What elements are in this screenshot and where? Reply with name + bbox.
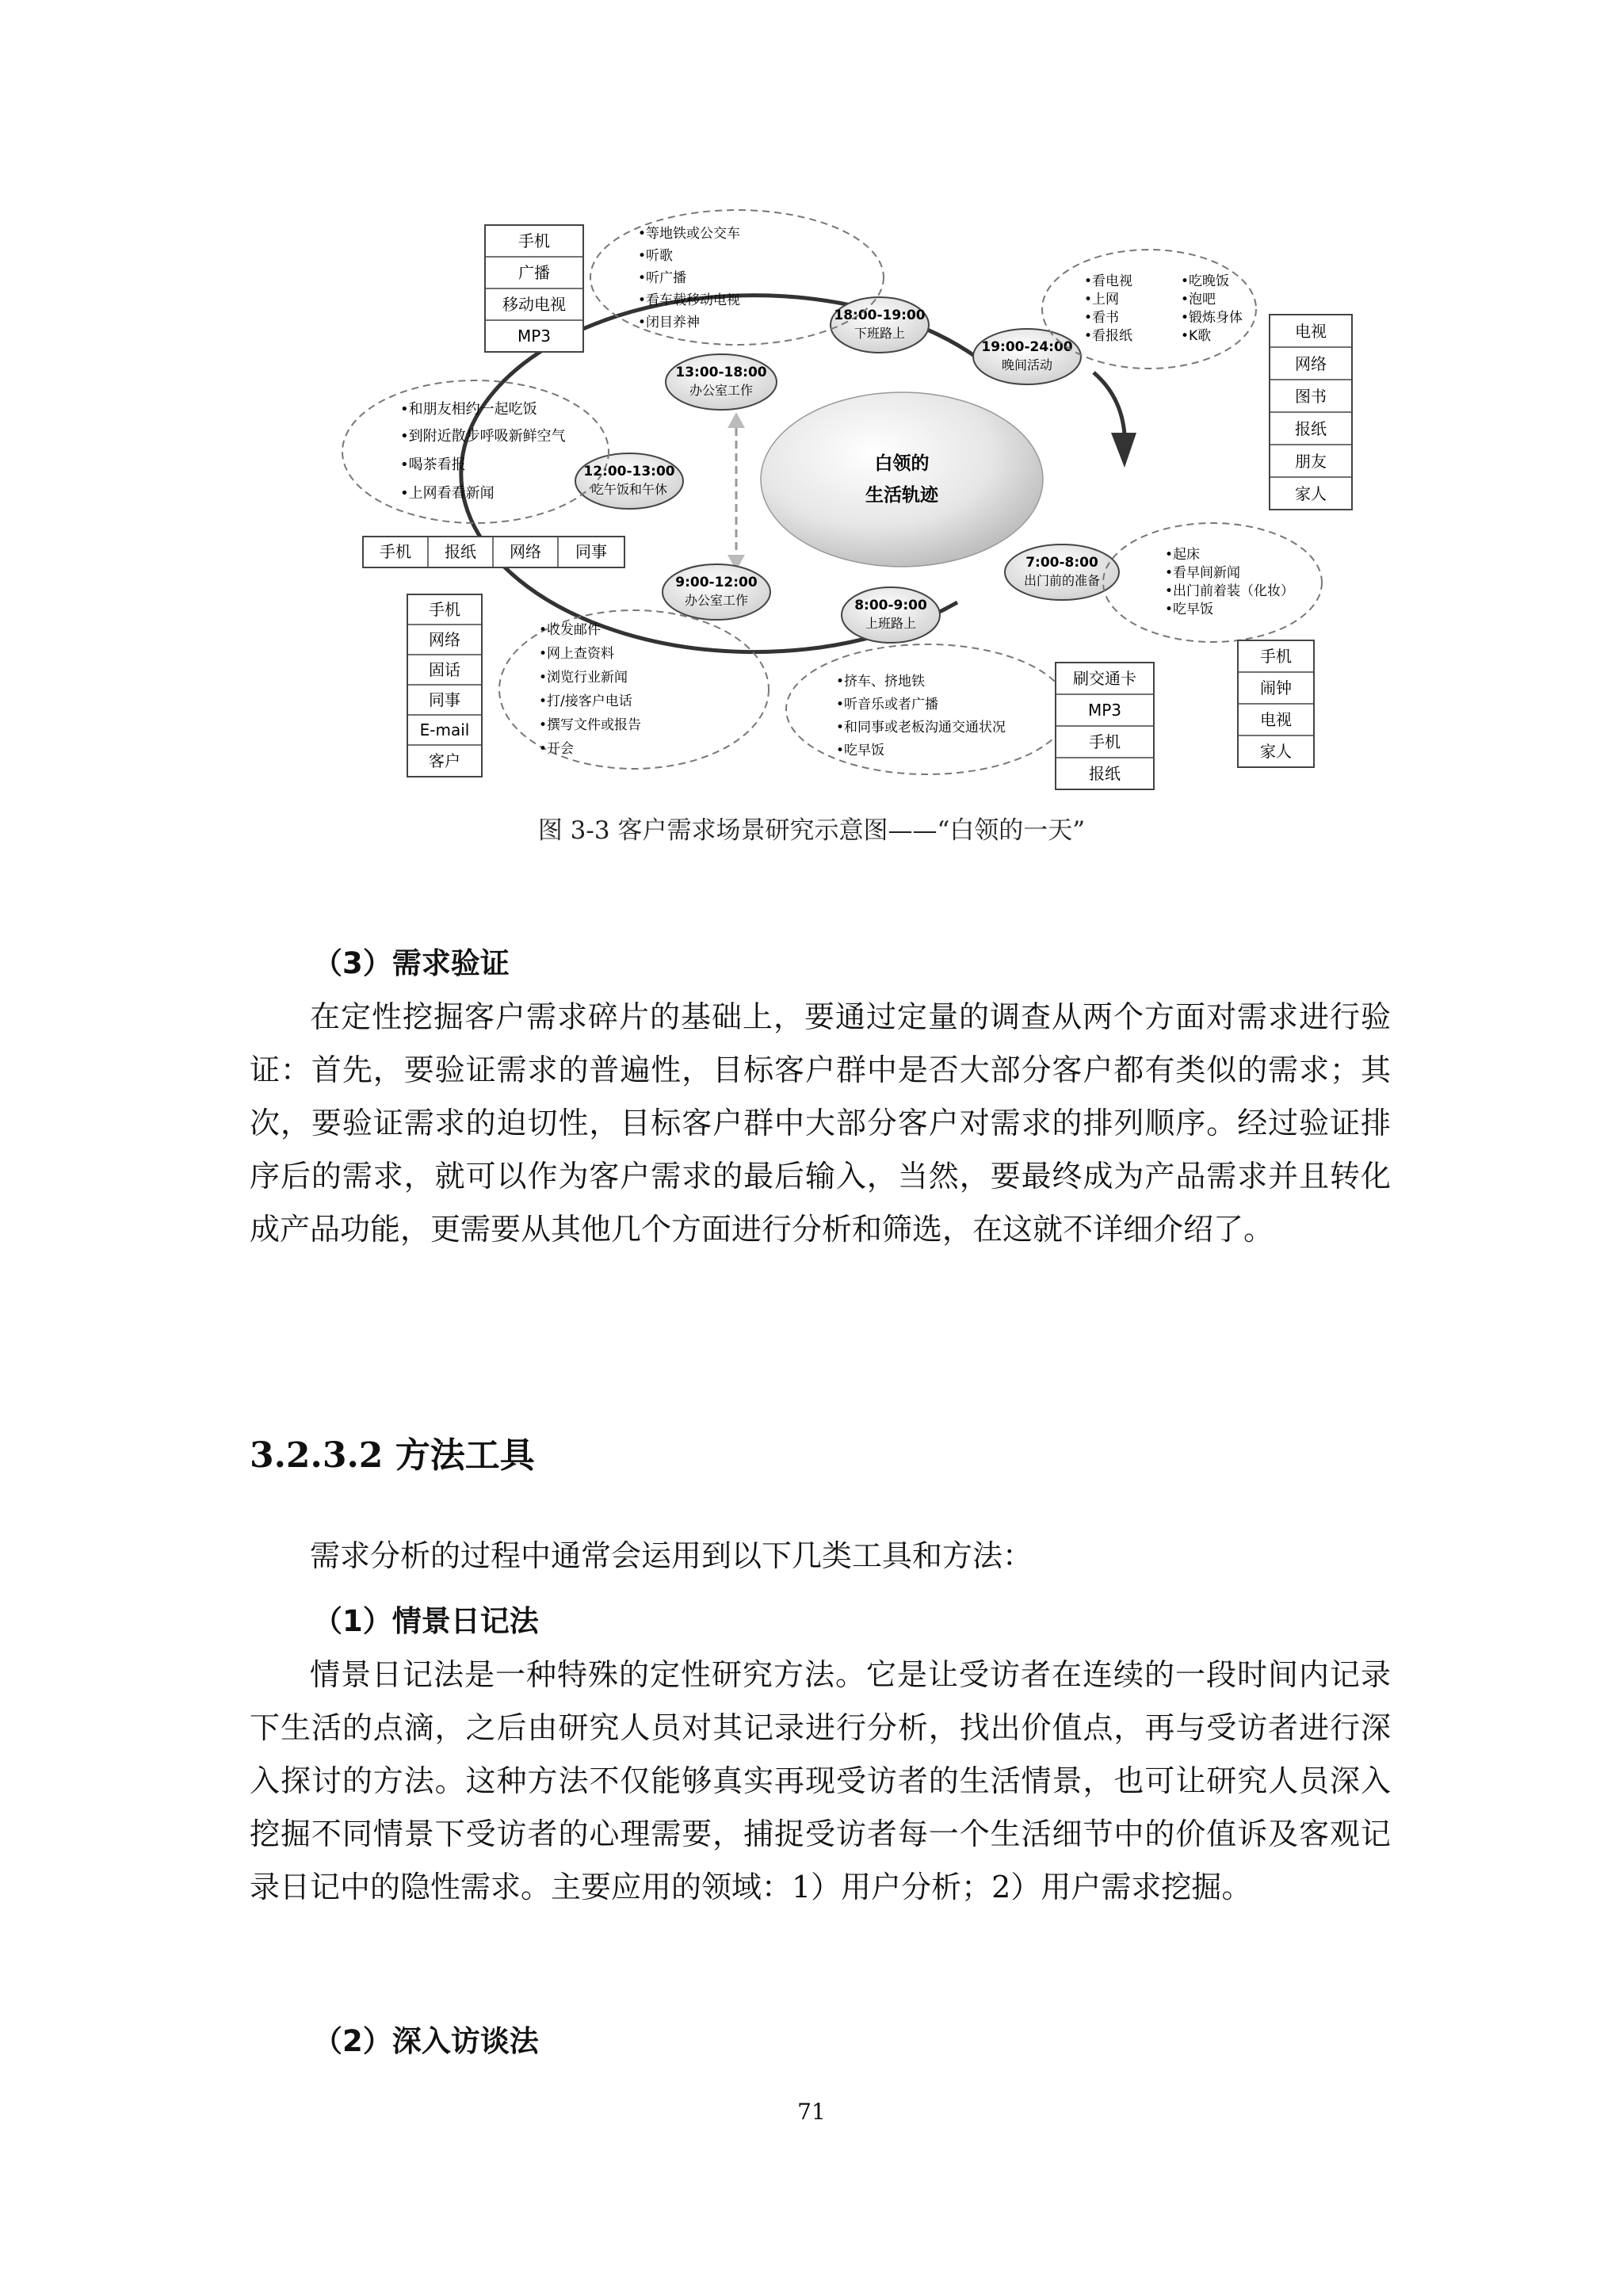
svg-text:刷交通卡: 刷交通卡: [1073, 669, 1136, 688]
media-evening: [1270, 315, 1352, 510]
svg-text:•听音乐或者广播: •听音乐或者广播: [836, 697, 939, 712]
svg-text:•锻炼身体: •锻炼身体: [1181, 310, 1243, 326]
svg-text:同事: 同事: [429, 690, 460, 709]
media-commute-work: [1056, 663, 1154, 789]
svg-text:同事: 同事: [575, 542, 607, 561]
svg-text:•看书: •看书: [1084, 310, 1120, 326]
node-13-18: [666, 354, 777, 410]
svg-text:•看早间新闻: •看早间新闻: [1165, 565, 1241, 581]
media-morning: [1238, 640, 1314, 767]
svg-text:•上网看看新闻: •上网看看新闻: [400, 485, 495, 502]
svg-text:报纸: 报纸: [445, 542, 476, 561]
node-8-9: [842, 587, 940, 643]
media-lunch: [363, 537, 624, 567]
paragraph-validation: 在定性挖掘客户需求碎片的基础上，要通过定量的调查从两个方面对需求进行验证：首先，要验证需求的普遍性，目标客户群中是否大部分客户都有类似的需求；其次，要验证需求的迫切性，目标客户群中大部分客户对需求的排列顺序。经过验证排序后的需求，就可以作为客户需求的最后输入，当然，要最终成为产品需求并且转化成产品功能，更需要从其他几个方面进行分析和筛选，在这就不详细介绍了。: [250, 999, 1391, 1247]
svg-text:•出门前着装（化妆）: •出门前着装（化妆）: [1165, 583, 1295, 599]
svg-text:•K歌: •K歌: [1181, 328, 1212, 344]
svg-text:MP3: MP3: [1087, 701, 1122, 720]
node-12-13: [575, 453, 683, 509]
svg-text:•喝茶看报: •喝茶看报: [400, 457, 466, 473]
svg-text:MP3: MP3: [517, 327, 552, 346]
svg-text:朋友: 朋友: [1295, 452, 1327, 471]
node-9-12: [663, 564, 770, 620]
svg-text:•闭目养神: •闭目养神: [638, 315, 701, 330]
svg-text:客户: 客户: [429, 751, 460, 770]
svg-text:•和同事或老板沟通交通状况: •和同事或老板沟通交通状况: [836, 720, 1006, 735]
svg-text:18:00-19:00: 18:00-19:00: [834, 308, 926, 323]
svg-text:•开会: •开会: [539, 741, 575, 757]
svg-text:•撰写文件或报告: •撰写文件或报告: [539, 717, 642, 733]
svg-text:固话: 固话: [429, 660, 460, 679]
svg-text:闹钟: 闹钟: [1260, 678, 1292, 697]
svg-text:网络: 网络: [429, 630, 460, 649]
svg-text:•吃晚饭: •吃晚饭: [1181, 273, 1230, 289]
svg-text:手机: 手机: [380, 542, 411, 561]
svg-text:出门前的准备: 出门前的准备: [1023, 573, 1101, 588]
svg-text:8:00-9:00: 8:00-9:00: [854, 598, 927, 613]
svg-text:•和朋友相约一起吃饭: •和朋友相约一起吃饭: [400, 401, 537, 418]
svg-text:办公室工作: 办公室工作: [689, 383, 754, 398]
paragraph-scenario-diary: 情景日记法是一种特殊的定性研究方法。它是让受访者在连续的一段时间内记录下生活的点滴，之后由研究人员对其记录进行分析，找出价值点，再与受访者进行深入探讨的方法。这种方法不仅能够真实再现受访者的生活情景，也可让研究人员深入挖掘不同情景下受访者的心理需要，捕捉受访者每一个生活细节中的价值诉及客观记录日记中的隐性需求。主要应用的领域：1）用户分析；2）用户需求挖掘。: [250, 1657, 1391, 1904]
svg-text:晚间活动: 晚间活动: [1001, 357, 1053, 372]
svg-text:19:00-24:00: 19:00-24:00: [981, 339, 1073, 355]
svg-text:电视: 电视: [1260, 710, 1292, 729]
svg-text:•网上查资料: •网上查资料: [539, 646, 615, 662]
svg-text:报纸: 报纸: [1089, 764, 1121, 783]
media-office: [407, 594, 482, 777]
svg-text:下班路上: 下班路上: [854, 326, 906, 341]
svg-text:办公室工作: 办公室工作: [684, 593, 749, 608]
section-title: 3.2.3.2 方法工具: [250, 1435, 535, 1476]
subheading-scenario-diary: （1）情景日记法: [313, 1604, 539, 1638]
svg-text:7:00-8:00: 7:00-8:00: [1025, 555, 1098, 571]
media-commute-home: [485, 225, 583, 352]
node-18-19: [831, 297, 929, 353]
node-19-24: [973, 329, 1081, 384]
white-collar-day-diagram: [0, 0, 1623, 793]
center-label-1: 白领的: [874, 453, 930, 474]
center-label-2: 生活轨迹: [865, 485, 938, 506]
svg-text:•吃早饭: •吃早饭: [1165, 602, 1214, 617]
figure-caption: 图 3-3 客户需求场景研究示意图——“白领的一天”: [537, 816, 1086, 845]
svg-text:•吃早饭: •吃早饭: [836, 743, 885, 758]
svg-text:网络: 网络: [510, 542, 541, 561]
svg-text:广播: 广播: [518, 263, 550, 282]
svg-text:•看车载移动电视: •看车载移动电视: [638, 292, 741, 308]
svg-text:图书: 图书: [1295, 387, 1327, 406]
svg-text:电视: 电视: [1295, 322, 1327, 341]
paragraph-tools-intro: 需求分析的过程中通常会运用到以下几类工具和方法：: [310, 1538, 1033, 1573]
activities-office: [499, 610, 769, 769]
page-number: 71: [797, 2099, 826, 2125]
svg-text:•到附近散步呼吸新鲜空气: •到附近散步呼吸新鲜空气: [400, 428, 566, 445]
svg-text:手机: 手机: [1260, 647, 1292, 666]
svg-text:13:00-18:00: 13:00-18:00: [675, 365, 767, 380]
svg-text:•打/接客户电话: •打/接客户电话: [539, 693, 632, 709]
svg-text:•看电视: •看电视: [1084, 273, 1133, 289]
orbit-arrow-head: [1111, 433, 1136, 468]
svg-text:手机: 手机: [1089, 732, 1121, 751]
svg-text:吃午饭和午休: 吃午饭和午休: [590, 482, 668, 497]
activities-commute-work: [786, 644, 1068, 774]
svg-text:•浏览行业新闻: •浏览行业新闻: [539, 670, 628, 686]
activities-morning: [1103, 523, 1322, 642]
svg-text:•挤车、挤地铁: •挤车、挤地铁: [836, 674, 926, 690]
svg-text:•听歌: •听歌: [638, 248, 674, 264]
svg-text:•看报纸: •看报纸: [1084, 328, 1133, 344]
svg-text:•起床: •起床: [1165, 547, 1201, 563]
svg-text:上班路上: 上班路上: [865, 616, 917, 631]
node-7-8: [1005, 544, 1119, 600]
svg-text:网络: 网络: [1295, 354, 1327, 373]
svg-text:移动电视: 移动电视: [502, 295, 566, 314]
svg-text:报纸: 报纸: [1295, 419, 1327, 438]
svg-text:家人: 家人: [1260, 742, 1292, 761]
svg-text:手机: 手机: [429, 600, 460, 619]
svg-text:•泡吧: •泡吧: [1181, 292, 1216, 308]
svg-text:家人: 家人: [1295, 484, 1327, 503]
svg-text:•收发邮件: •收发邮件: [539, 622, 601, 638]
svg-text:•等地铁或公交车: •等地铁或公交车: [638, 226, 741, 242]
svg-text:•听广播: •听广播: [638, 270, 687, 286]
subheading-in-depth-interview: （2）深入访谈法: [313, 2024, 539, 2058]
center-ellipse: [761, 392, 1043, 567]
svg-text:手机: 手机: [518, 231, 550, 250]
svg-text:E-mail: E-mail: [419, 720, 470, 739]
activities-lunch: [342, 380, 609, 523]
subheading-requirement-validation: （3）需求验证: [313, 946, 510, 980]
svg-text:•上网: •上网: [1084, 292, 1120, 308]
svg-text:9:00-12:00: 9:00-12:00: [675, 575, 758, 590]
svg-text:12:00-13:00: 12:00-13:00: [583, 464, 675, 479]
